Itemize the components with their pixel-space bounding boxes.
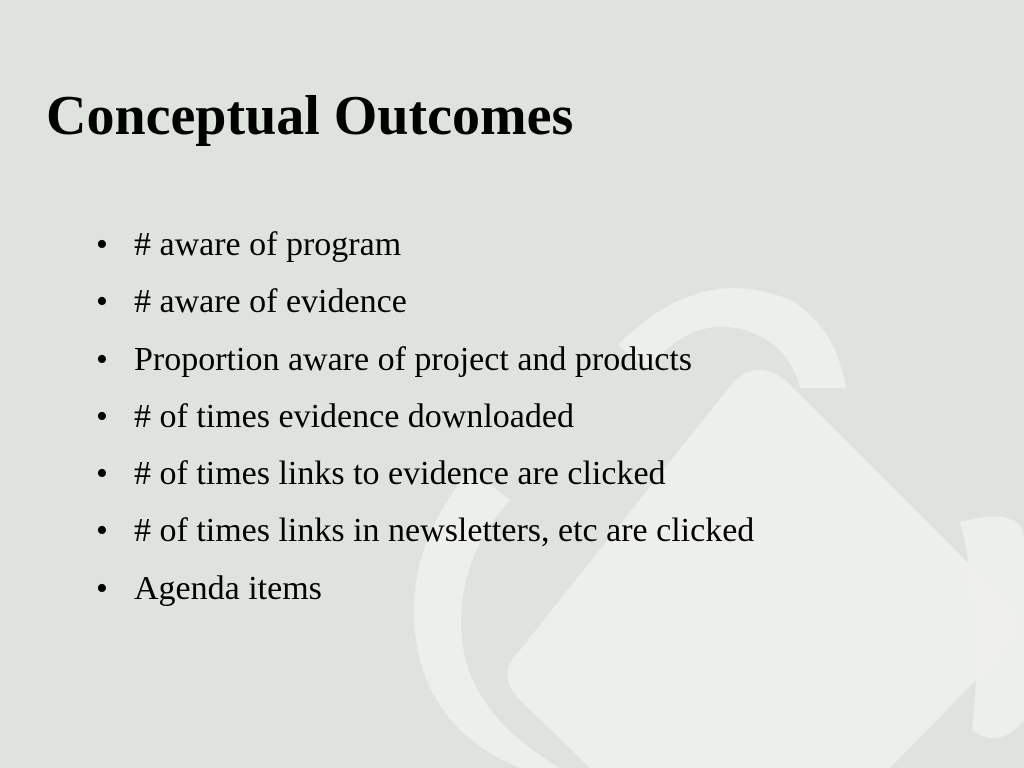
bullet-icon: • [96,569,108,607]
bullet-icon: • [96,283,108,321]
slide-title: Conceptual Outcomes [46,85,574,147]
bullet-item-proportion-aware [96,337,754,394]
bullet-item-newsletter-links-clicked [96,508,754,565]
bullet-item-evidence-downloaded [96,394,754,451]
bullet-text: # of times links in newsletters, etc are clicked [134,512,755,550]
bullet-list [96,222,754,623]
bullet-icon: • [96,340,108,378]
bullet-item-aware-of-evidence [96,279,754,336]
bullet-text: # aware of program [134,226,402,263]
bullet-icon: • [96,397,108,435]
bullet-text: # of times links to evidence are clicked [134,455,666,493]
bullet-icon: • [96,512,108,550]
bullet-item-aware-of-program [96,222,754,279]
bullet-text: # aware of evidence [134,283,407,321]
bullet-text: Proportion aware of project and products [134,340,692,378]
bullet-text: Agenda items [134,569,322,607]
bullet-icon: • [96,226,108,263]
bullet-icon: • [96,455,108,493]
bullet-item-agenda-items [96,566,754,623]
bullet-item-evidence-links-clicked [96,451,754,508]
bullet-text: # of times evidence downloaded [134,397,574,435]
